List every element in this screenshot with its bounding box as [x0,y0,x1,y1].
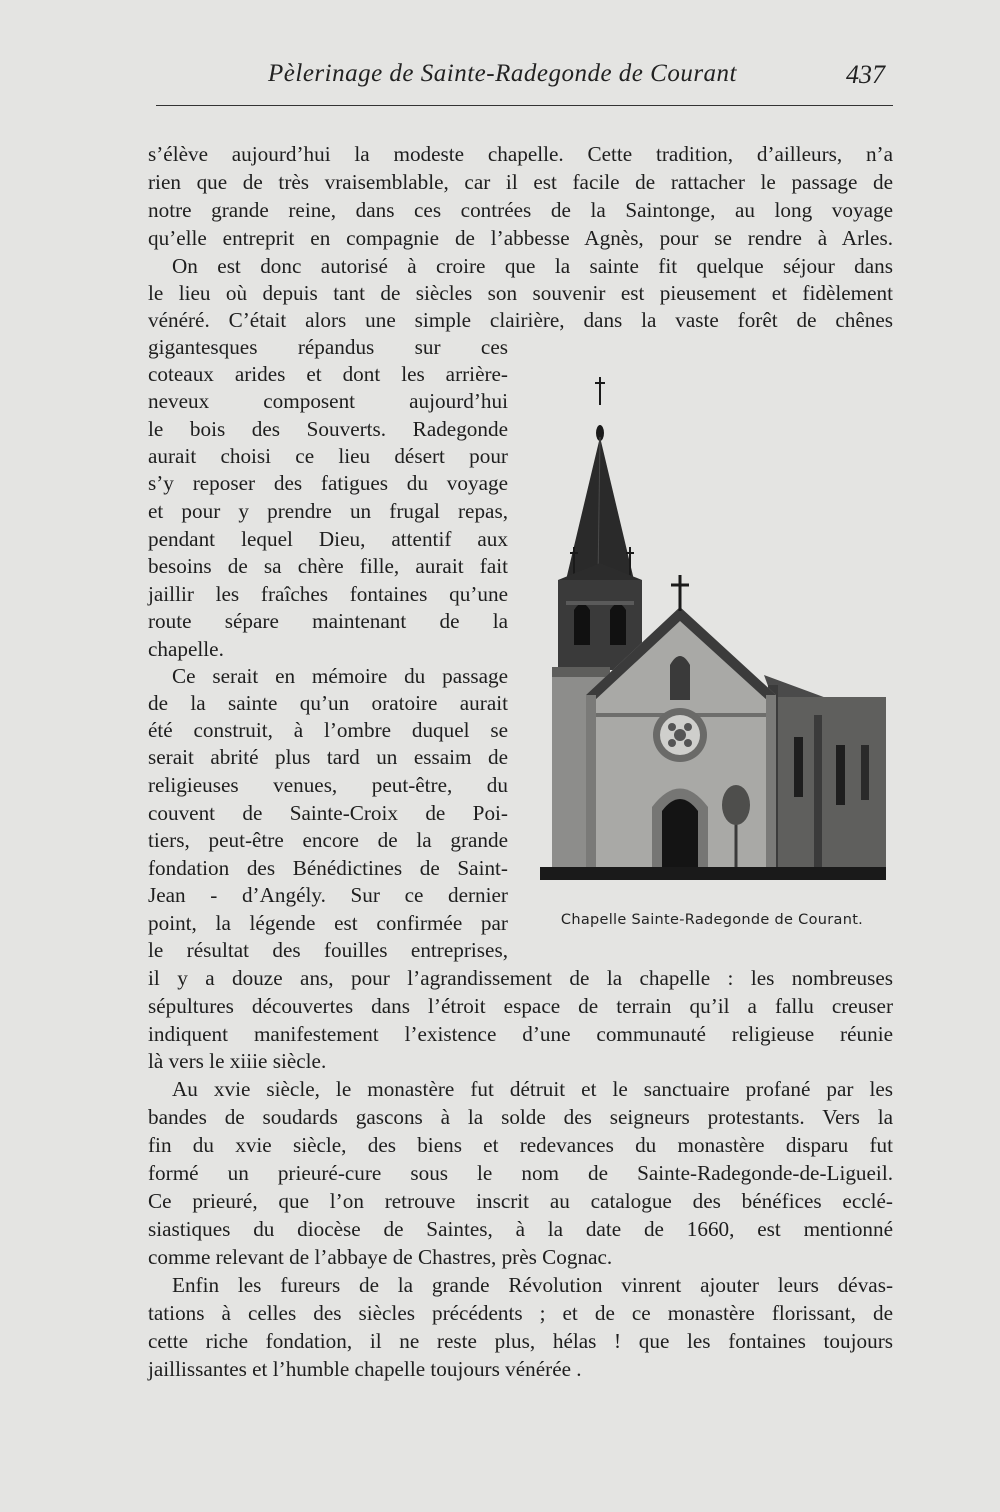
text-line: tiers, peut-être encore de la grande [148,828,508,852]
text-line: le lieu où depuis tant de siècles son souvenir est pieusement et fidèlement [148,281,893,305]
text-line: jaillissantes et l’humble chapelle toujours vénérée . [148,1357,582,1381]
text-line: On est donc autorisé à croire que la sainte fit quelque séjour dans [172,254,893,278]
text-line: sépultures découvertes dans l’étroit espace de terrain qu’il a fallu creuser [148,994,893,1018]
text-line: le résultat des fouilles entreprises, [148,938,508,962]
text-line: aurait choisi ce lieu désert pour [148,444,508,468]
text-line: il y a douze ans, pour l’agrandissement de la chapelle : les nombreuses [148,966,893,990]
text-line: Au xvie siècle, le monastère fut détruit et le sanctuaire profané par les [172,1077,893,1101]
text-line: là vers le xiiie siècle. [148,1049,327,1073]
text-line: route sépare maintenant de la [148,609,508,633]
text-line: fin du xvie siècle, des biens et redevances du monastère disparu fut [148,1133,893,1157]
text-line: serait abrité plus tard un essaim de [148,745,508,769]
text-line: point, la légende est confirmée par [148,911,508,935]
text-line: qu’elle entreprit en compagnie de l’abbesse Agnès, pour se rendre à Arles. [148,226,893,250]
text-line: comme relevant de l’abbaye de Chastres, près Cognac. [148,1245,613,1269]
text-line: formé un prieuré-cure sous le nom de Sainte-Radegonde-de-Ligueil. [148,1161,893,1185]
text-line: de la sainte qu’un oratoire aurait [148,691,508,715]
text-line: coteaux arides et dont les arrière- [148,362,508,386]
text-line: besoins de sa chère fille, aurait fait [148,554,508,578]
text-line: religieuses venues, peut-être, du [148,773,508,797]
text-line: Jean - d’Angély. Sur ce dernier [148,883,508,907]
page-number: 437 [846,60,885,89]
text-line: notre grande reine, dans ces contrées de la Saintonge, au long voyage [148,198,893,222]
text-line: neveux composent aujourd’hui [148,389,508,413]
running-title: Pèlerinage de Sainte-Radegonde de Courant [268,60,737,87]
text-line: Ce prieuré, que l’on retrouve inscrit au catalogue des bénéfices ecclé- [148,1189,893,1213]
text-line: fondation des Bénédictines de Saint- [148,856,508,880]
text-line: siastiques du diocèse de Saintes, à la date de 1660, est mentionné [148,1217,893,1241]
text-line: et pour y prendre un frugal repas, [148,499,508,523]
text-line: pendant lequel Dieu, attentif aux [148,527,508,551]
text-line: cette riche fondation, il ne reste plus, hélas ! que les fontaines toujours [148,1329,893,1353]
text-line: vénéré. C’était alors une simple clairière, dans la vaste forêt de chênes [148,308,893,332]
text-line: le bois des Souverts. Radegonde [148,417,508,441]
text-line: Ce serait en mémoire du passage [172,664,508,688]
text-line: rien que de très vraisemblable, car il est facile de rattacher le passage de [148,170,893,194]
text-line: Enfin les fureurs de la grande Révolution vinrent ajouter leurs dévas- [172,1273,893,1297]
text-line: indiquent manifestement l’existence d’une communauté religieuse réunie [148,1022,893,1046]
text-line: gigantesques répandus sur ces [148,335,508,359]
text-line: tations à celles des siècles précédents ; et de ce monastère florissant, de [148,1301,893,1325]
header-rule [156,105,893,106]
figure-caption: Chapelle Sainte-Radegonde de Courant. [560,912,864,928]
text-line: bandes de soudards gascons à la solde des seigneurs protestants. Vers la [148,1105,893,1129]
chapel-illustration [536,375,888,880]
text-line: jaillir les fraîches fontaines qu’une [148,582,508,606]
text-line: s’y reposer des fatigues du voyage [148,471,508,495]
text-line: été construit, à l’ombre duquel se [148,718,508,742]
text-line: s’élève aujourd’hui la modeste chapelle. Cette tradition, d’ailleurs, n’a [148,142,893,166]
text-line: couvent de Sainte-Croix de Poi- [148,801,508,825]
text-line: chapelle. [148,637,224,661]
